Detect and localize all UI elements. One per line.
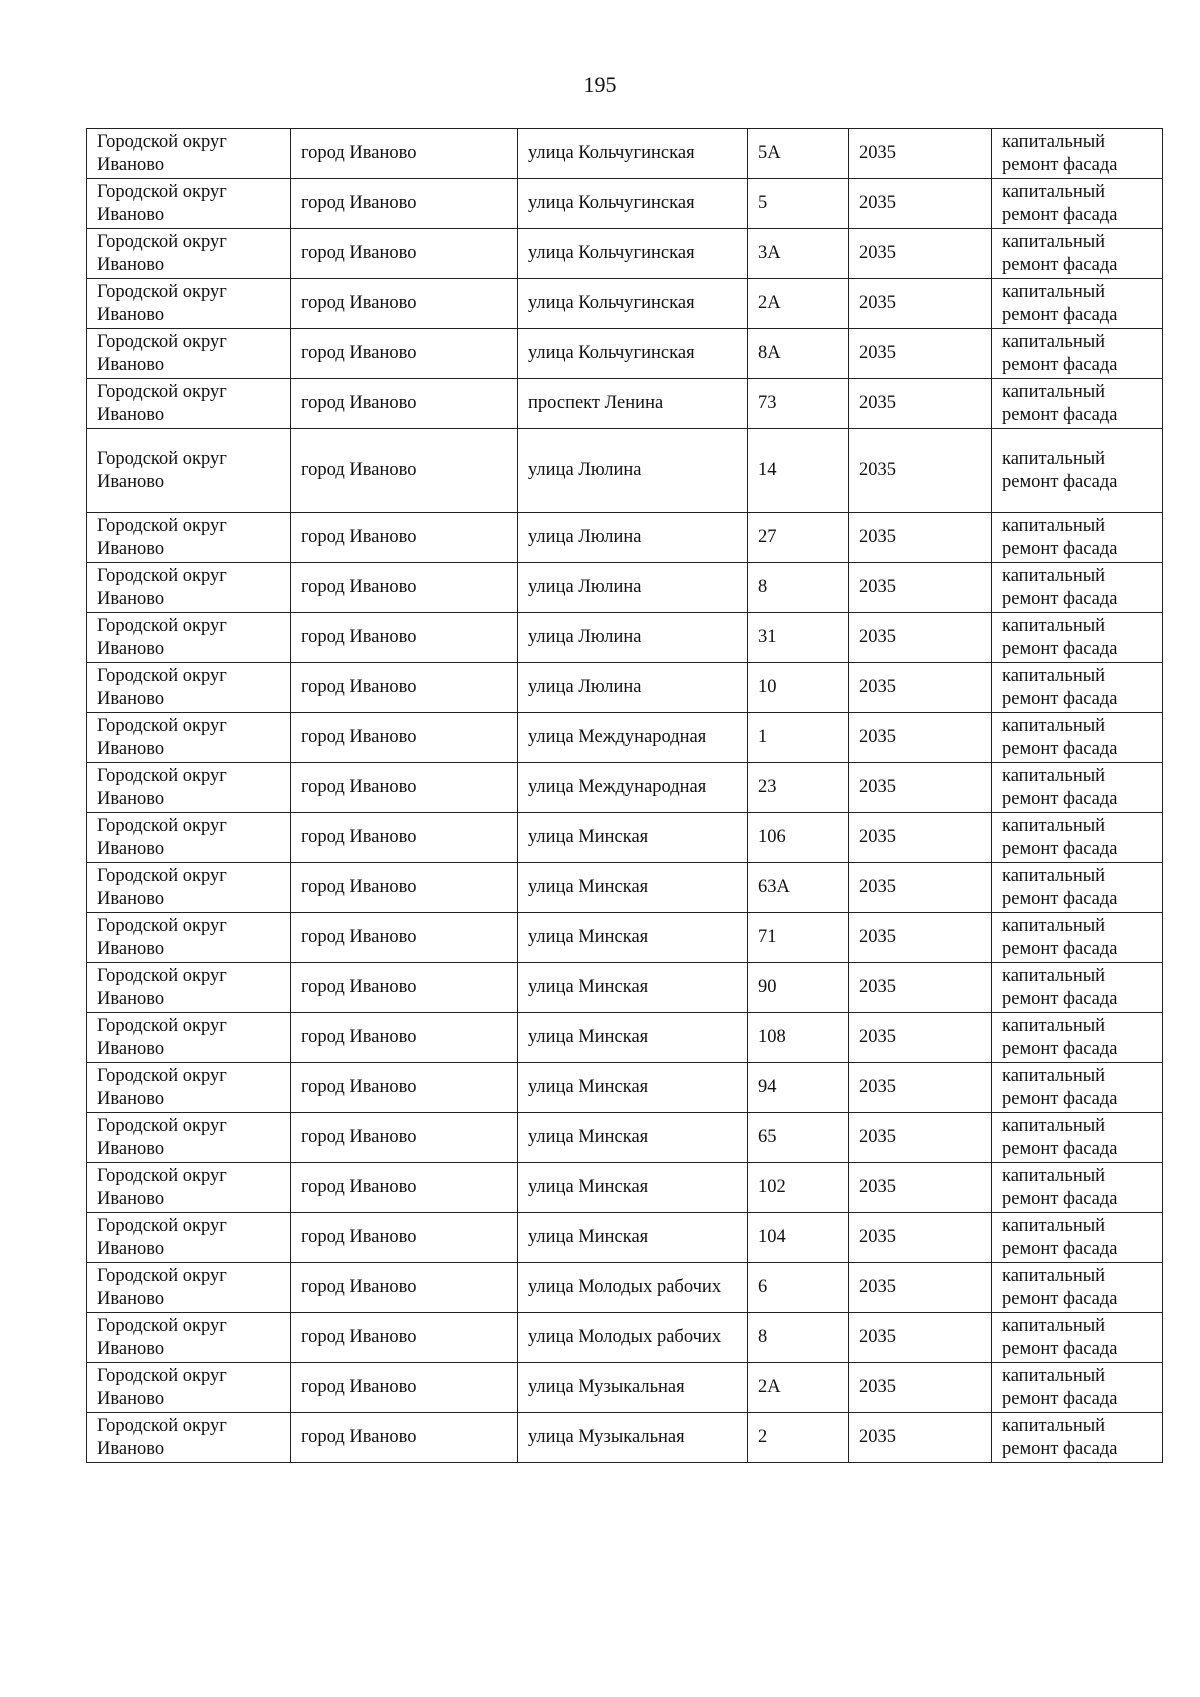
area-cell: Городской округ Иваново bbox=[87, 613, 291, 663]
house-number-cell: 5 bbox=[748, 179, 849, 229]
year-cell: 2035 bbox=[849, 913, 992, 963]
house-number-cell: 94 bbox=[748, 1063, 849, 1113]
work-type-cell: капитальный ремонт фасада bbox=[992, 663, 1163, 713]
table-row bbox=[87, 1163, 1163, 1213]
table-row bbox=[87, 179, 1163, 229]
city-cell: город Иваново bbox=[291, 563, 518, 613]
year-cell: 2035 bbox=[849, 1213, 992, 1263]
street-cell: улица Минская bbox=[518, 1113, 748, 1163]
table-row bbox=[87, 763, 1163, 813]
house-number-cell: 31 bbox=[748, 613, 849, 663]
year-cell: 2035 bbox=[849, 129, 992, 179]
city-cell: город Иваново bbox=[291, 1313, 518, 1363]
work-type-cell: капитальный ремонт фасада bbox=[992, 563, 1163, 613]
year-cell: 2035 bbox=[849, 329, 992, 379]
area-cell: Городской округ Иваново bbox=[87, 129, 291, 179]
work-type-cell: капитальный ремонт фасада bbox=[992, 913, 1163, 963]
street-cell: улица Музыкальная bbox=[518, 1413, 748, 1463]
year-cell: 2035 bbox=[849, 863, 992, 913]
work-type-cell: капитальный ремонт фасада bbox=[992, 179, 1163, 229]
work-type-cell: капитальный ремонт фасада bbox=[992, 279, 1163, 329]
house-number-cell: 8 bbox=[748, 1313, 849, 1363]
table-row bbox=[87, 1263, 1163, 1313]
city-cell: город Иваново bbox=[291, 913, 518, 963]
street-cell: улица Минская bbox=[518, 913, 748, 963]
city-cell: город Иваново bbox=[291, 1113, 518, 1163]
table-row bbox=[87, 613, 1163, 663]
area-cell: Городской округ Иваново bbox=[87, 179, 291, 229]
work-type-cell: капитальный ремонт фасада bbox=[992, 513, 1163, 563]
city-cell: город Иваново bbox=[291, 1163, 518, 1213]
area-cell: Городской округ Иваново bbox=[87, 1263, 291, 1313]
table-row bbox=[87, 279, 1163, 329]
house-number-cell: 104 bbox=[748, 1213, 849, 1263]
house-number-cell: 6 bbox=[748, 1263, 849, 1313]
house-number-cell: 10 bbox=[748, 663, 849, 713]
work-type-cell: капитальный ремонт фасада bbox=[992, 1113, 1163, 1163]
year-cell: 2035 bbox=[849, 1013, 992, 1063]
year-cell: 2035 bbox=[849, 1163, 992, 1213]
house-number-cell: 27 bbox=[748, 513, 849, 563]
house-number-cell: 8А bbox=[748, 329, 849, 379]
house-number-cell: 2А bbox=[748, 1363, 849, 1413]
year-cell: 2035 bbox=[849, 963, 992, 1013]
street-cell: улица Музыкальная bbox=[518, 1363, 748, 1413]
house-number-cell: 65 bbox=[748, 1113, 849, 1163]
year-cell: 2035 bbox=[849, 429, 992, 513]
work-type-cell: капитальный ремонт фасада bbox=[992, 613, 1163, 663]
year-cell: 2035 bbox=[849, 1413, 992, 1463]
area-cell: Городской округ Иваново bbox=[87, 229, 291, 279]
street-cell: улица Кольчугинская bbox=[518, 179, 748, 229]
work-type-cell: капитальный ремонт фасада bbox=[992, 129, 1163, 179]
city-cell: город Иваново bbox=[291, 813, 518, 863]
street-cell: улица Люлина bbox=[518, 513, 748, 563]
work-type-cell: капитальный ремонт фасада bbox=[992, 813, 1163, 863]
year-cell: 2035 bbox=[849, 1113, 992, 1163]
street-cell: улица Молодых рабочих bbox=[518, 1263, 748, 1313]
table-row bbox=[87, 1413, 1163, 1463]
house-number-cell: 2 bbox=[748, 1413, 849, 1463]
year-cell: 2035 bbox=[849, 1313, 992, 1363]
work-type-cell: капитальный ремонт фасада bbox=[992, 1213, 1163, 1263]
table-row bbox=[87, 1063, 1163, 1113]
area-cell: Городской округ Иваново bbox=[87, 1363, 291, 1413]
area-cell: Городской округ Иваново bbox=[87, 1063, 291, 1113]
house-number-cell: 108 bbox=[748, 1013, 849, 1063]
street-cell: улица Минская bbox=[518, 1213, 748, 1263]
work-type-cell: капитальный ремонт фасада bbox=[992, 379, 1163, 429]
area-cell: Городской округ Иваново bbox=[87, 1413, 291, 1463]
house-number-cell: 2А bbox=[748, 279, 849, 329]
street-cell: улица Люлина bbox=[518, 663, 748, 713]
table-row bbox=[87, 1213, 1163, 1263]
area-cell: Городской округ Иваново bbox=[87, 813, 291, 863]
year-cell: 2035 bbox=[849, 513, 992, 563]
area-cell: Городской округ Иваново bbox=[87, 863, 291, 913]
work-type-cell: капитальный ремонт фасада bbox=[992, 1063, 1163, 1113]
year-cell: 2035 bbox=[849, 1363, 992, 1413]
house-number-cell: 106 bbox=[748, 813, 849, 863]
house-number-cell: 102 bbox=[748, 1163, 849, 1213]
street-cell: улица Люлина bbox=[518, 563, 748, 613]
house-number-cell: 90 bbox=[748, 963, 849, 1013]
city-cell: город Иваново bbox=[291, 279, 518, 329]
page-number: 195 bbox=[583, 72, 617, 97]
table-row bbox=[87, 1113, 1163, 1163]
city-cell: город Иваново bbox=[291, 663, 518, 713]
city-cell: город Иваново bbox=[291, 1413, 518, 1463]
table-row bbox=[87, 329, 1163, 379]
street-cell: улица Люлина bbox=[518, 613, 748, 663]
work-type-cell: капитальный ремонт фасада bbox=[992, 229, 1163, 279]
repair-schedule-table bbox=[86, 128, 1163, 1463]
work-type-cell: капитальный ремонт фасада bbox=[992, 1363, 1163, 1413]
city-cell: город Иваново bbox=[291, 179, 518, 229]
city-cell: город Иваново bbox=[291, 513, 518, 563]
house-number-cell: 23 bbox=[748, 763, 849, 813]
table-row bbox=[87, 813, 1163, 863]
table-row bbox=[87, 913, 1163, 963]
area-cell: Городской округ Иваново bbox=[87, 513, 291, 563]
house-number-cell: 71 bbox=[748, 913, 849, 963]
year-cell: 2035 bbox=[849, 613, 992, 663]
city-cell: город Иваново bbox=[291, 1263, 518, 1313]
work-type-cell: капитальный ремонт фасада bbox=[992, 1013, 1163, 1063]
work-type-cell: капитальный ремонт фасада bbox=[992, 963, 1163, 1013]
work-type-cell: капитальный ремонт фасада bbox=[992, 863, 1163, 913]
table-row bbox=[87, 713, 1163, 763]
house-number-cell: 73 bbox=[748, 379, 849, 429]
area-cell: Городской округ Иваново bbox=[87, 279, 291, 329]
work-type-cell: капитальный ремонт фасада bbox=[992, 1313, 1163, 1363]
table-row bbox=[87, 963, 1163, 1013]
table-row bbox=[87, 129, 1163, 179]
area-cell: Городской округ Иваново bbox=[87, 1113, 291, 1163]
area-cell: Городской округ Иваново bbox=[87, 663, 291, 713]
year-cell: 2035 bbox=[849, 229, 992, 279]
street-cell: улица Минская bbox=[518, 963, 748, 1013]
city-cell: город Иваново bbox=[291, 1013, 518, 1063]
table-row bbox=[87, 863, 1163, 913]
work-type-cell: капитальный ремонт фасада bbox=[992, 429, 1163, 513]
house-number-cell: 63А bbox=[748, 863, 849, 913]
work-type-cell: капитальный ремонт фасада bbox=[992, 713, 1163, 763]
area-cell: Городской округ Иваново bbox=[87, 913, 291, 963]
area-cell: Городской округ Иваново bbox=[87, 563, 291, 613]
city-cell: город Иваново bbox=[291, 229, 518, 279]
street-cell: улица Кольчугинская bbox=[518, 329, 748, 379]
street-cell: улица Минская bbox=[518, 863, 748, 913]
street-cell: улица Люлина bbox=[518, 429, 748, 513]
year-cell: 2035 bbox=[849, 1063, 992, 1113]
city-cell: город Иваново bbox=[291, 1063, 518, 1113]
street-cell: проспект Ленина bbox=[518, 379, 748, 429]
street-cell: улица Кольчугинская bbox=[518, 229, 748, 279]
year-cell: 2035 bbox=[849, 663, 992, 713]
street-cell: улица Кольчугинская bbox=[518, 129, 748, 179]
area-cell: Городской округ Иваново bbox=[87, 329, 291, 379]
house-number-cell: 8 bbox=[748, 563, 849, 613]
table-row bbox=[87, 1313, 1163, 1363]
table-row bbox=[87, 513, 1163, 563]
table-row bbox=[87, 663, 1163, 713]
year-cell: 2035 bbox=[849, 763, 992, 813]
city-cell: город Иваново bbox=[291, 863, 518, 913]
house-number-cell: 3А bbox=[748, 229, 849, 279]
work-type-cell: капитальный ремонт фасада bbox=[992, 1263, 1163, 1313]
work-type-cell: капитальный ремонт фасада bbox=[992, 1163, 1163, 1213]
house-number-cell: 5А bbox=[748, 129, 849, 179]
street-cell: улица Минская bbox=[518, 1013, 748, 1063]
city-cell: город Иваново bbox=[291, 429, 518, 513]
area-cell: Городской округ Иваново bbox=[87, 1163, 291, 1213]
area-cell: Городской округ Иваново bbox=[87, 1013, 291, 1063]
area-cell: Городской округ Иваново bbox=[87, 1213, 291, 1263]
year-cell: 2035 bbox=[849, 179, 992, 229]
year-cell: 2035 bbox=[849, 563, 992, 613]
year-cell: 2035 bbox=[849, 1263, 992, 1313]
table-row bbox=[87, 379, 1163, 429]
city-cell: город Иваново bbox=[291, 963, 518, 1013]
table-row bbox=[87, 429, 1163, 513]
city-cell: город Иваново bbox=[291, 713, 518, 763]
area-cell: Городской округ Иваново bbox=[87, 429, 291, 513]
city-cell: город Иваново bbox=[291, 613, 518, 663]
area-cell: Городской округ Иваново bbox=[87, 713, 291, 763]
table-row bbox=[87, 1013, 1163, 1063]
table-row bbox=[87, 229, 1163, 279]
year-cell: 2035 bbox=[849, 379, 992, 429]
city-cell: город Иваново bbox=[291, 379, 518, 429]
house-number-cell: 14 bbox=[748, 429, 849, 513]
area-cell: Городской округ Иваново bbox=[87, 379, 291, 429]
street-cell: улица Кольчугинская bbox=[518, 279, 748, 329]
street-cell: улица Минская bbox=[518, 1063, 748, 1113]
work-type-cell: капитальный ремонт фасада bbox=[992, 329, 1163, 379]
street-cell: улица Минская bbox=[518, 1163, 748, 1213]
table-row bbox=[87, 563, 1163, 613]
work-type-cell: капитальный ремонт фасада bbox=[992, 763, 1163, 813]
city-cell: город Иваново bbox=[291, 1213, 518, 1263]
city-cell: город Иваново bbox=[291, 329, 518, 379]
year-cell: 2035 bbox=[849, 713, 992, 763]
year-cell: 2035 bbox=[849, 279, 992, 329]
area-cell: Городской округ Иваново bbox=[87, 763, 291, 813]
street-cell: улица Международная bbox=[518, 713, 748, 763]
street-cell: улица Международная bbox=[518, 763, 748, 813]
house-number-cell: 1 bbox=[748, 713, 849, 763]
city-cell: город Иваново bbox=[291, 1363, 518, 1413]
work-type-cell: капитальный ремонт фасада bbox=[992, 1413, 1163, 1463]
table-row bbox=[87, 1363, 1163, 1413]
street-cell: улица Минская bbox=[518, 813, 748, 863]
table-body bbox=[87, 129, 1163, 1463]
city-cell: город Иваново bbox=[291, 129, 518, 179]
area-cell: Городской округ Иваново bbox=[87, 963, 291, 1013]
area-cell: Городской округ Иваново bbox=[87, 1313, 291, 1363]
year-cell: 2035 bbox=[849, 813, 992, 863]
city-cell: город Иваново bbox=[291, 763, 518, 813]
street-cell: улица Молодых рабочих bbox=[518, 1313, 748, 1363]
